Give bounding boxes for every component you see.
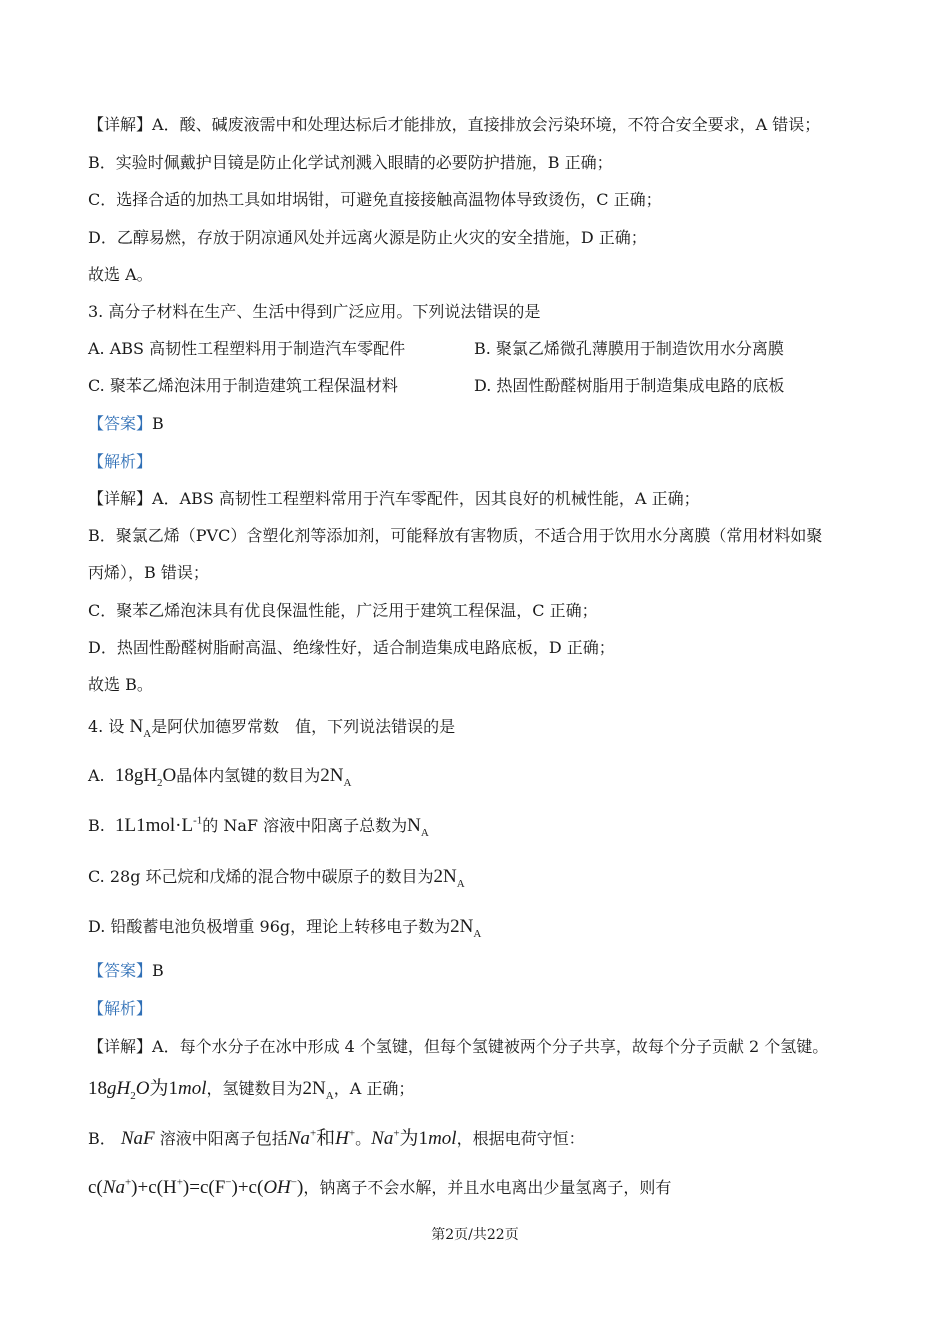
q4-detail-a-2: $18gH_2O$为1mol，氢键数目为$2N_A$，A 正确； (88, 1078, 415, 1102)
q2-detail-c: C．选择合适的加热工具如坩埚钳，可避免直接接触高温物体导致烫伤，C 正确； (88, 190, 662, 209)
q3-detail-c: C．聚苯乙烯泡沫具有优良保温性能，广泛用于建筑工程保温，C 正确； (88, 601, 598, 620)
q2-detail-d: D．乙醇易燃，存放于阴凉通风处并远离火源是防止火灾的安全措施，D 正确； (88, 228, 647, 247)
formula-2na: $2N_A$ (302, 1078, 334, 1102)
q3-option-a: A. ABS 高韧性工程塑料用于制造汽车零配件 (88, 339, 406, 358)
q4-option-c: C. 28g 环己烷和戊烯的混合物中碳原子的数目为$2N_A$ (88, 866, 465, 890)
formula-cations: Na+和H+ (287, 1127, 356, 1149)
detail-label: 【详解】 (88, 489, 153, 508)
formula-concentration: $1L1mol\cdot L^{-1}$ (115, 814, 203, 836)
q4-option-a: A. $18gH_2O$晶体内氢键的数目为$2N_A$ (88, 765, 352, 789)
q3-option-b: B. 聚氯乙烯微孔薄膜用于制造饮用水分离膜 (474, 339, 784, 358)
formula-water-moles: $18gH_2O$为1mol (88, 1078, 207, 1102)
q4-option-b: B. $1L1mol\cdot L^{-1}$的 NaF 溶液中阳离子总数为$N_A$ (88, 814, 429, 839)
q3-detail-b-2: 丙烯），B 错误； (88, 563, 209, 582)
q3-option-d: D. 热固性酚醛树脂用于制造集成电路的底板 (474, 376, 785, 395)
detail-label: 【详解】 (88, 1037, 153, 1056)
answer-label: 【答案】 (88, 414, 153, 433)
q3-conclusion: 故选 B。 (88, 675, 153, 694)
q4-detail-a: 【详解】A．每个水分子在冰中形成 4 个氢键，但每个氢键被两个分子共享，故每个分子贡献 2 个氢键。 (88, 1037, 829, 1056)
answer-label: 【答案】 (88, 961, 153, 980)
formula-2na: $2N_A$ (450, 916, 482, 940)
page-number: 第2页/共22页 (431, 1227, 519, 1243)
formula-18g-h2o: $18gH_2O$ (114, 765, 177, 789)
q4-detail-b: B． NaF 溶液中阳离子包括Na+和H+。Na+为1mol，根据电荷守恒： (88, 1127, 585, 1149)
q2-detail-a: 【详解】A．酸、碱废液需中和处理达标后才能排放，直接排放会污染环境，不符合安全要求，A 错误； (88, 115, 821, 134)
q3-options-row-1 (88, 338, 868, 360)
formula-2na: $2N_A$ (433, 866, 465, 890)
formula-na: $N_A$ (407, 815, 429, 839)
avogadro-symbol: $N_A$ (129, 716, 152, 740)
q4-stem: 4. 设 $N_A$是阿伏加德罗常数 值，下列说法错误的是 (88, 716, 456, 740)
answer-value: B (152, 961, 164, 980)
formula-naf: NaF (120, 1128, 155, 1149)
answer-value: B (152, 414, 164, 433)
q4-option-d: D. 铅酸蓄电池负极增重 96g，理论上转移电子数为$2N_A$ (88, 916, 482, 940)
q3-analysis-label: 【解析】 (88, 452, 153, 471)
q3-option-c: C. 聚苯乙烯泡沫用于制造建筑工程保温材料 (88, 376, 398, 395)
formula-charge-balance: c(Na+)+c(H+)=c(F−)+c(OH−) (88, 1176, 304, 1198)
q4-analysis-label: 【解析】 (88, 999, 153, 1018)
q3-answer (88, 413, 164, 435)
q3-detail-b-1: B．聚氯乙烯（PVC）含塑化剂等添加剂，可能释放有害物质，不适合用于饮用水分离膜（常用材料如聚 (88, 526, 823, 545)
q4-detail-b-2: c(Na+)+c(H+)=c(F−)+c(OH−)，钠离子不会水解，并且水电离出少量氢离子，则有 (88, 1176, 672, 1198)
q2-conclusion: 故选 A。 (88, 265, 153, 284)
formula-na-moles: Na+为1mol (371, 1127, 457, 1149)
detail-label: 【详解】 (88, 115, 153, 134)
q3-options-row-2 (88, 375, 868, 397)
q3-detail-d: D．热固性酚醛树脂耐高温、绝缘性好，适合制造集成电路底板，D 正确； (88, 638, 615, 657)
q3-detail-a: 【详解】A．ABS 高韧性工程塑料常用于汽车零配件，因其良好的机械性能，A 正确； (88, 489, 700, 508)
q3-stem: 3. 高分子材料在生产、生活中得到广泛应用。下列说法错误的是 (88, 302, 541, 321)
q2-detail-b: B．实验时佩戴护目镜是防止化学试剂溅入眼睛的必要防护措施，B 正确； (88, 153, 613, 172)
q4-answer (88, 960, 164, 982)
formula-2na: $2N_A$ (320, 765, 352, 789)
